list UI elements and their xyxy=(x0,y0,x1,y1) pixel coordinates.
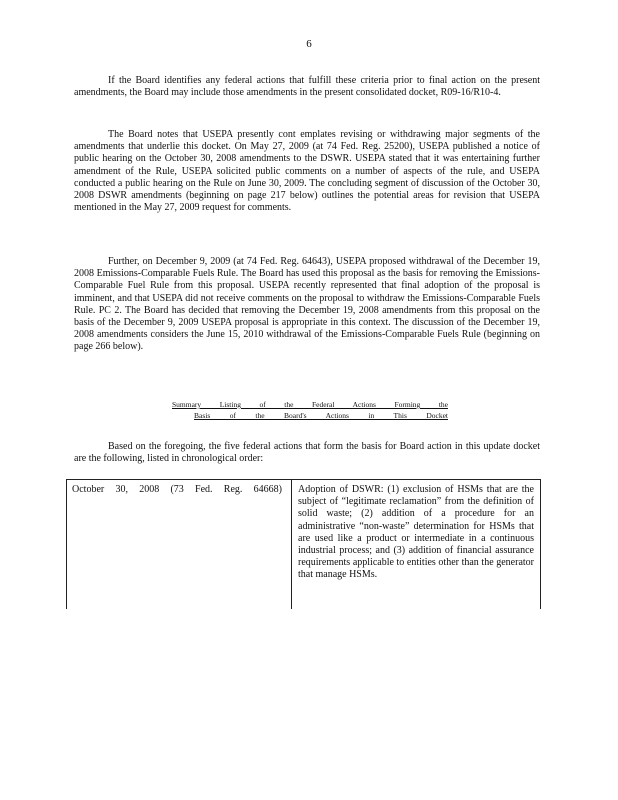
paragraph-five-federal-actions: Based on the foregoing, the five federal actions that form the basis for Board action in this update docket are the following, listed in chronological order: xyxy=(74,441,540,465)
table-cell-action: Adoption of DSWR: (1) exclusion of HSMs that are the subject of “legitimate reclamation” from the definition of solid waste; (2) addition of a procedure for an administrative “non-waste” determination for HSMs that are used like a product or intermediate in a continuous industrial process; and (3) addition of financial assurance requirements applicable to entities other than the generator that manage HSMs. xyxy=(298,484,534,581)
page-number: 6 xyxy=(306,38,312,50)
paragraph-usepa-dswr-revisions: The Board notes that USEPA presently cont emplates revising or withdrawing major segments of the amendments that underlie this docket. On May 27, 2009 (at 74 Fed. Reg. 25200), USEPA published a notice of public hearing on the October 30, 2008 amendments to the DSWR. USEPA stated that it was entertaining further amendment of the Rule, USEPA solicited public comments on a number of aspects of the rule, and USEPA conducted a public hearing on the Rule on June 30, 2009. The concluding segment of discussion of the October 30, 2008 DSWR amendments (beginning on page 217 below) outlines the potential areas for revision that USEPA mentioned in the May 27, 2009 request for comments. xyxy=(74,129,540,214)
table-column-divider xyxy=(291,480,292,609)
summary-heading-line-2: Basis of the Board's Actions in This Docket xyxy=(194,411,448,420)
federal-actions-table xyxy=(66,479,541,609)
paragraph-emissions-comparable-fuels: Further, on December 9, 2009 (at 74 Fed. Reg. 64643), USEPA proposed withdrawal of the December 19, 2008 Emissions-Comparable Fuels Rule. The Board has used this proposal as the basis for removing the Emissions-Comparable Fuel Rule from this proposal. USEPA recently represented that final adoption of the proposal is imminent, and that USEPA did not receive comments on the proposal to withdraw the Emissions-Comparable Fuels Rule. PC 2. The Board has decided that removing the December 19, 2008 amendments from this proposal on the basis of the December 9, 2009 USEPA proposal is appropriate in this context. The discussion of the December 19, 2008 amendments considers the June 15, 2010 withdrawal of the Emissions-Comparable Fuels Rule (beginning on page 266 below). xyxy=(74,256,540,353)
summary-heading-line-1: Summary Listing of the Federal Actions Forming the xyxy=(172,400,448,409)
table-cell-date: October 30, 2008 (73 Fed. Reg. 64668) xyxy=(72,484,282,495)
summary-listing-heading xyxy=(172,399,448,421)
paragraph-federal-actions-criteria: If the Board identifies any federal actions that fulfill these criteria prior to final action on the present amendments, the Board may include those amendments in the present consolidated docket, R09-16/R10-4. xyxy=(74,75,540,99)
